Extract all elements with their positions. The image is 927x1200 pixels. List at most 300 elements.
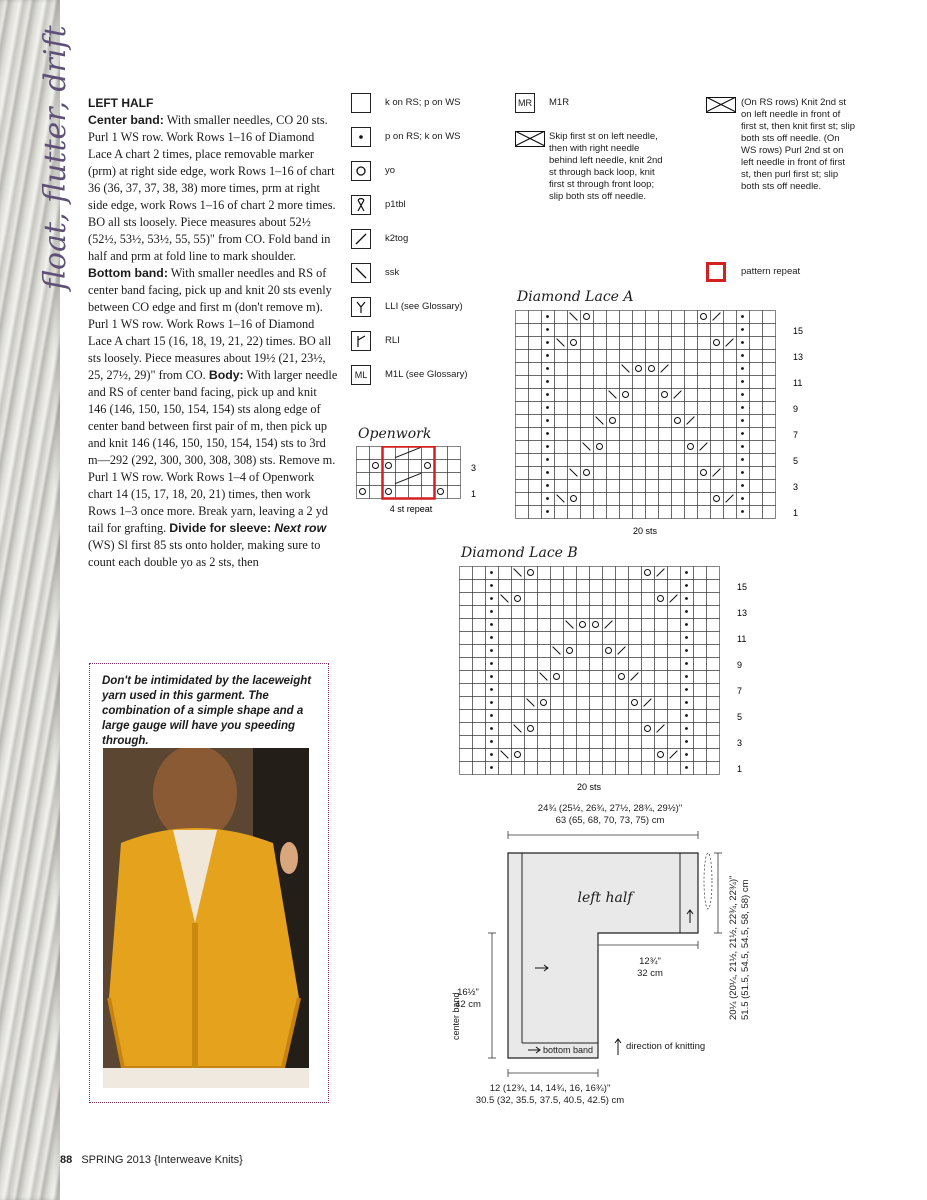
chart-cell bbox=[594, 311, 607, 324]
purl-dot bbox=[741, 341, 744, 344]
purl-dot bbox=[685, 610, 688, 613]
chart-cell bbox=[422, 473, 435, 486]
top-width-in: 24¾ (25½, 26¾, 27½, 28¾, 29½)" bbox=[537, 803, 683, 814]
chart-cell bbox=[435, 486, 448, 499]
chart-cell bbox=[499, 723, 512, 736]
chart-cell bbox=[460, 736, 473, 749]
chart-cell bbox=[633, 311, 646, 324]
chart-cell bbox=[694, 593, 707, 606]
row-number: 7 bbox=[793, 429, 799, 440]
chart-cell bbox=[581, 363, 594, 376]
chart-cell bbox=[435, 460, 448, 473]
chart-cell bbox=[581, 337, 594, 350]
chart-cell bbox=[607, 493, 620, 506]
chart-cell bbox=[568, 493, 581, 506]
chart-cell bbox=[603, 736, 616, 749]
chart-cell bbox=[668, 619, 681, 632]
chart-cell bbox=[516, 428, 529, 441]
chart-cell bbox=[590, 645, 603, 658]
page-number: 88 bbox=[60, 1154, 73, 1166]
chart-cell bbox=[594, 441, 607, 454]
chart-cell bbox=[694, 736, 707, 749]
chart-cell bbox=[516, 480, 529, 493]
chart-cell bbox=[633, 350, 646, 363]
chart-cell bbox=[499, 671, 512, 684]
chart-cell bbox=[616, 736, 629, 749]
chart-cell bbox=[711, 363, 724, 376]
row-number: 9 bbox=[793, 403, 799, 414]
chart-cell bbox=[698, 376, 711, 389]
chart-cell bbox=[460, 645, 473, 658]
chart-cell bbox=[538, 606, 551, 619]
chart-cell bbox=[357, 486, 370, 499]
openwork-caption: 4 st repeat bbox=[389, 504, 433, 514]
chart-cell bbox=[516, 376, 529, 389]
chart-cell bbox=[568, 350, 581, 363]
chart-cell bbox=[460, 580, 473, 593]
chart-cell bbox=[568, 402, 581, 415]
chart-cell bbox=[646, 363, 659, 376]
chart-cell bbox=[646, 493, 659, 506]
chart-cell bbox=[516, 454, 529, 467]
chart-cell bbox=[607, 311, 620, 324]
chart-cell bbox=[538, 593, 551, 606]
chart-cell bbox=[516, 493, 529, 506]
chart-cell bbox=[516, 441, 529, 454]
chart-cell bbox=[668, 762, 681, 775]
chart-cell bbox=[655, 593, 668, 606]
chart-cell bbox=[512, 606, 525, 619]
chart-cell bbox=[499, 684, 512, 697]
left-height-in: 16½" bbox=[457, 987, 479, 998]
chart-cell bbox=[672, 467, 685, 480]
chart-cell bbox=[512, 684, 525, 697]
chart-cell bbox=[616, 671, 629, 684]
chart-cell bbox=[620, 467, 633, 480]
chart-cell bbox=[616, 684, 629, 697]
chart-cell bbox=[668, 567, 681, 580]
bottom-width-cm: 30.5 (32, 35.5, 37.5, 40.5, 42.5) cm bbox=[475, 1095, 625, 1106]
purl-dot bbox=[490, 701, 493, 704]
chart-cell bbox=[409, 473, 422, 486]
chart-cell bbox=[555, 363, 568, 376]
chart-cell bbox=[659, 311, 672, 324]
chart-cell bbox=[694, 619, 707, 632]
chart-cell bbox=[590, 749, 603, 762]
row-number: 13 bbox=[737, 607, 748, 618]
chart-cell bbox=[668, 658, 681, 671]
chart-cell bbox=[551, 658, 564, 671]
sweater-illustration bbox=[103, 748, 309, 1088]
chart-cell bbox=[633, 363, 646, 376]
chart-cell bbox=[577, 658, 590, 671]
chart-cell bbox=[724, 389, 737, 402]
chart-cell bbox=[538, 736, 551, 749]
chart-cell bbox=[763, 350, 776, 363]
chart-cell bbox=[642, 710, 655, 723]
chart-cell bbox=[694, 645, 707, 658]
purl-dot bbox=[546, 406, 549, 409]
chart-cell bbox=[698, 402, 711, 415]
chart-cell bbox=[659, 428, 672, 441]
divide-text: (WS) Sl first 85 sts onto holder, making sure to count each double yo as 2 sts, then bbox=[88, 538, 321, 569]
chart-cell bbox=[512, 658, 525, 671]
chart-cell bbox=[603, 567, 616, 580]
chart-cell bbox=[383, 447, 396, 460]
chart-cell bbox=[460, 632, 473, 645]
purl-dot bbox=[546, 432, 549, 435]
chart-cell bbox=[750, 454, 763, 467]
chart-cell bbox=[629, 697, 642, 710]
chart-cell bbox=[694, 567, 707, 580]
row-number: 5 bbox=[793, 455, 799, 466]
chart-cell bbox=[655, 762, 668, 775]
row-number: 9 bbox=[737, 659, 743, 670]
purl-dot bbox=[741, 354, 744, 357]
chart-cell bbox=[460, 593, 473, 606]
chart-cell bbox=[448, 486, 461, 499]
chart-cell bbox=[590, 580, 603, 593]
chart-cell bbox=[568, 415, 581, 428]
left-height-cm: 42 cm bbox=[455, 999, 481, 1010]
chart-cell bbox=[551, 632, 564, 645]
legend-label-yo: yo bbox=[385, 165, 396, 176]
chart-cell bbox=[668, 632, 681, 645]
chart-cell bbox=[711, 324, 724, 337]
chart-cell bbox=[529, 480, 542, 493]
chart-cell bbox=[525, 658, 538, 671]
chart-cell bbox=[698, 415, 711, 428]
chart-cell bbox=[711, 350, 724, 363]
purl-dot bbox=[741, 367, 744, 370]
chart-cell bbox=[685, 337, 698, 350]
chart-cell bbox=[724, 454, 737, 467]
chart-cell bbox=[473, 723, 486, 736]
chart-cell bbox=[564, 684, 577, 697]
chart-cell bbox=[499, 645, 512, 658]
chart-cell bbox=[525, 762, 538, 775]
chart-cell bbox=[668, 645, 681, 658]
chart-cell bbox=[396, 460, 409, 473]
purl-dot bbox=[546, 341, 549, 344]
chart-cell bbox=[633, 389, 646, 402]
chart-cell bbox=[568, 337, 581, 350]
chart-cell bbox=[568, 363, 581, 376]
chart-cell bbox=[516, 402, 529, 415]
purl-dot bbox=[490, 584, 493, 587]
chart-cell bbox=[577, 697, 590, 710]
chart-cell bbox=[685, 441, 698, 454]
chart-cell bbox=[603, 762, 616, 775]
chart-cell bbox=[646, 415, 659, 428]
chart-cell bbox=[668, 593, 681, 606]
chart-cell bbox=[620, 506, 633, 519]
k2tog-symbol bbox=[351, 229, 371, 249]
chart-cell bbox=[590, 762, 603, 775]
chart-cell bbox=[659, 506, 672, 519]
bottom-width-in: 12 (12¾, 14, 14¾, 16, 16¾)" bbox=[489, 1083, 611, 1094]
center-band-lead: Center band: bbox=[88, 113, 164, 127]
chart-cell bbox=[577, 632, 590, 645]
chart-cell bbox=[473, 697, 486, 710]
chart-cell bbox=[564, 749, 577, 762]
chart-cell bbox=[763, 389, 776, 402]
purl-dot bbox=[490, 610, 493, 613]
row-number: 5 bbox=[737, 711, 743, 722]
chart-cell bbox=[724, 441, 737, 454]
chart-cell bbox=[460, 710, 473, 723]
chart-cell bbox=[620, 428, 633, 441]
chart-cell bbox=[620, 324, 633, 337]
purl-dot bbox=[741, 497, 744, 500]
chart-cell bbox=[590, 671, 603, 684]
chart-cell bbox=[603, 671, 616, 684]
chart-cell bbox=[707, 580, 720, 593]
chart-cell bbox=[473, 684, 486, 697]
chart-cell bbox=[620, 454, 633, 467]
chart-cell bbox=[607, 402, 620, 415]
chart-cell bbox=[473, 567, 486, 580]
chart-cell bbox=[499, 619, 512, 632]
purl-dot bbox=[685, 740, 688, 743]
chart-cell bbox=[763, 376, 776, 389]
legend-label-right-cross: (On RS rows) Knit 2nd st on left needle in front of first st, then knit first st; slip both sts off needle. (On WS rows) Purl 2nd st on left needle in front of first st, then purl first st; slip both sts off needle. bbox=[741, 97, 856, 192]
chart-cell bbox=[577, 723, 590, 736]
chart-cell bbox=[473, 632, 486, 645]
chart-cell bbox=[620, 337, 633, 350]
chart-cell bbox=[672, 480, 685, 493]
chart-cell bbox=[616, 723, 629, 736]
chart-cell bbox=[555, 350, 568, 363]
lace-b-chart bbox=[459, 566, 759, 796]
chart-cell bbox=[655, 632, 668, 645]
chart-cell bbox=[642, 736, 655, 749]
chart-cell bbox=[581, 389, 594, 402]
chart-cell bbox=[750, 506, 763, 519]
chart-cell bbox=[629, 632, 642, 645]
chart-cell bbox=[590, 684, 603, 697]
chart-cell bbox=[568, 389, 581, 402]
chart-cell bbox=[603, 606, 616, 619]
chart-cell bbox=[659, 324, 672, 337]
chart-cell bbox=[672, 493, 685, 506]
chart-cell bbox=[499, 567, 512, 580]
chart-cell bbox=[672, 363, 685, 376]
purl-dot bbox=[741, 471, 744, 474]
purl-dot bbox=[685, 675, 688, 678]
chart-cell bbox=[581, 324, 594, 337]
chart-cell bbox=[568, 376, 581, 389]
chart-cell bbox=[581, 311, 594, 324]
chart-cell bbox=[629, 736, 642, 749]
chart-cell bbox=[707, 671, 720, 684]
chart-cell bbox=[529, 376, 542, 389]
chart-cell bbox=[538, 697, 551, 710]
chart-cell bbox=[383, 460, 396, 473]
purl-dot bbox=[741, 380, 744, 383]
chart-cell bbox=[555, 311, 568, 324]
chart-cell bbox=[448, 447, 461, 460]
chart-cell bbox=[555, 454, 568, 467]
chart-cell bbox=[357, 473, 370, 486]
m1l-symbol: ML bbox=[351, 365, 371, 385]
chart-cell bbox=[422, 486, 435, 499]
chart-cell bbox=[655, 567, 668, 580]
purl-dot bbox=[741, 406, 744, 409]
openwork-row-label: 1 bbox=[471, 489, 477, 499]
chart-cell bbox=[516, 467, 529, 480]
chart-cell bbox=[551, 684, 564, 697]
chart-cell bbox=[646, 402, 659, 415]
chart-cell bbox=[659, 389, 672, 402]
chart-cell bbox=[581, 467, 594, 480]
chart-cell bbox=[724, 493, 737, 506]
chart-cell bbox=[750, 441, 763, 454]
purl-dot bbox=[546, 354, 549, 357]
chart-cell bbox=[607, 324, 620, 337]
chart-cell bbox=[711, 467, 724, 480]
chart-cell bbox=[435, 473, 448, 486]
body-text: With larger needle and RS of center band facing, pick up and knit 146 (146, 150, 150, 154, 154) sts along edge of center band between first pair of m, then pick up and knit 146 (146, 150, 150, 154, 154) sts to 3rd m—292 (292, 300, 300, 308, 308) sts. Remove m. Purl 1 WS row. Work Rows 1–4 of Openwork chart 14 (15, 17, 18, 20, 21) times, then work Rows 1–3 once more. Break yarn, leaving a 2 yd tail for grafting. bbox=[88, 368, 338, 535]
center-band-label: center band bbox=[451, 992, 461, 1040]
chart-cell bbox=[529, 350, 542, 363]
chart-cell bbox=[672, 402, 685, 415]
chart-cell bbox=[655, 645, 668, 658]
chart-cell bbox=[594, 454, 607, 467]
chart-cell bbox=[646, 467, 659, 480]
purl-dot bbox=[741, 328, 744, 331]
chart-cell bbox=[577, 749, 590, 762]
lace-a-chart bbox=[515, 310, 815, 540]
purl-dot bbox=[741, 484, 744, 487]
purl-dot bbox=[546, 445, 549, 448]
chart-cell bbox=[512, 671, 525, 684]
chart-cell bbox=[564, 580, 577, 593]
chart-cell bbox=[577, 736, 590, 749]
row-number: 13 bbox=[793, 351, 804, 362]
chart-cell bbox=[694, 684, 707, 697]
chart-cell bbox=[655, 684, 668, 697]
row-number: 7 bbox=[737, 685, 743, 696]
chart-cell bbox=[577, 606, 590, 619]
chart-cell bbox=[473, 710, 486, 723]
chart-cell bbox=[551, 710, 564, 723]
purl-dot bbox=[490, 571, 493, 574]
chart-cell bbox=[607, 363, 620, 376]
chart-cell bbox=[633, 376, 646, 389]
chart-cell bbox=[473, 658, 486, 671]
chart-cell bbox=[724, 324, 737, 337]
chart-cell bbox=[642, 723, 655, 736]
chart-cell bbox=[529, 363, 542, 376]
chart-cell bbox=[383, 473, 396, 486]
chart-cell bbox=[724, 415, 737, 428]
chart-cell bbox=[473, 671, 486, 684]
chart-cell bbox=[642, 580, 655, 593]
purl-dot bbox=[546, 367, 549, 370]
chart-cell bbox=[763, 454, 776, 467]
instructions-body bbox=[88, 112, 338, 571]
chart-cell bbox=[594, 506, 607, 519]
chart-cell bbox=[460, 671, 473, 684]
chart-cell bbox=[646, 441, 659, 454]
chart-cell bbox=[512, 580, 525, 593]
purl-dot bbox=[685, 584, 688, 587]
chart-cell bbox=[538, 632, 551, 645]
chart-cell bbox=[577, 762, 590, 775]
chart-cell bbox=[396, 486, 409, 499]
chart-cell bbox=[538, 658, 551, 671]
chart-cell bbox=[564, 671, 577, 684]
chart-cell bbox=[370, 473, 383, 486]
chart-cell bbox=[672, 441, 685, 454]
chart-cell bbox=[555, 428, 568, 441]
top-width-cm: 63 (65, 68, 70, 73, 75) cm bbox=[555, 815, 665, 826]
chart-cell bbox=[724, 402, 737, 415]
chart-cell bbox=[512, 749, 525, 762]
chart-cell bbox=[590, 710, 603, 723]
chart-cell bbox=[629, 619, 642, 632]
chart-cell bbox=[581, 493, 594, 506]
chart-cell bbox=[512, 697, 525, 710]
chart-cell bbox=[594, 428, 607, 441]
chart-cell bbox=[763, 311, 776, 324]
chart-cell bbox=[694, 762, 707, 775]
garment-photo bbox=[103, 748, 309, 1088]
purl-dot bbox=[685, 714, 688, 717]
chart-cell bbox=[529, 337, 542, 350]
chart-cell bbox=[659, 467, 672, 480]
chart-cell bbox=[750, 363, 763, 376]
chart-cell bbox=[551, 671, 564, 684]
chart-cell bbox=[655, 580, 668, 593]
row-number: 11 bbox=[793, 377, 803, 388]
purl-dot bbox=[546, 393, 549, 396]
callout-text: Don't be intimidated by the laceweight yarn used in this garment. The combination of a simple shape and a large gauge will have you speeding through. bbox=[102, 675, 312, 747]
chart-cell bbox=[659, 402, 672, 415]
chart-cell bbox=[460, 619, 473, 632]
chart-cell bbox=[711, 311, 724, 324]
chart-cell bbox=[646, 428, 659, 441]
chart-cell bbox=[603, 710, 616, 723]
chart-cell bbox=[655, 619, 668, 632]
chart-cell bbox=[473, 606, 486, 619]
chart-cell bbox=[642, 749, 655, 762]
chart-cell bbox=[357, 447, 370, 460]
chart-cell bbox=[529, 311, 542, 324]
chart-cell bbox=[529, 493, 542, 506]
chart-cell bbox=[698, 350, 711, 363]
chart-cell bbox=[668, 684, 681, 697]
chart-cell bbox=[529, 467, 542, 480]
chart-cell bbox=[629, 658, 642, 671]
chart-cell bbox=[525, 619, 538, 632]
chart-cell bbox=[590, 723, 603, 736]
legend-label-m1r: M1R bbox=[549, 97, 570, 108]
chart-cell bbox=[724, 363, 737, 376]
chart-cell bbox=[564, 710, 577, 723]
chart-cell bbox=[724, 506, 737, 519]
chart-cell bbox=[370, 447, 383, 460]
chart-cell bbox=[551, 762, 564, 775]
chart-cell bbox=[357, 460, 370, 473]
purl-dot bbox=[546, 419, 549, 422]
rli-symbol bbox=[351, 331, 371, 351]
row-number: 3 bbox=[737, 737, 743, 748]
chart-cell bbox=[694, 749, 707, 762]
row-number: 11 bbox=[737, 633, 747, 644]
chart-cell bbox=[620, 350, 633, 363]
